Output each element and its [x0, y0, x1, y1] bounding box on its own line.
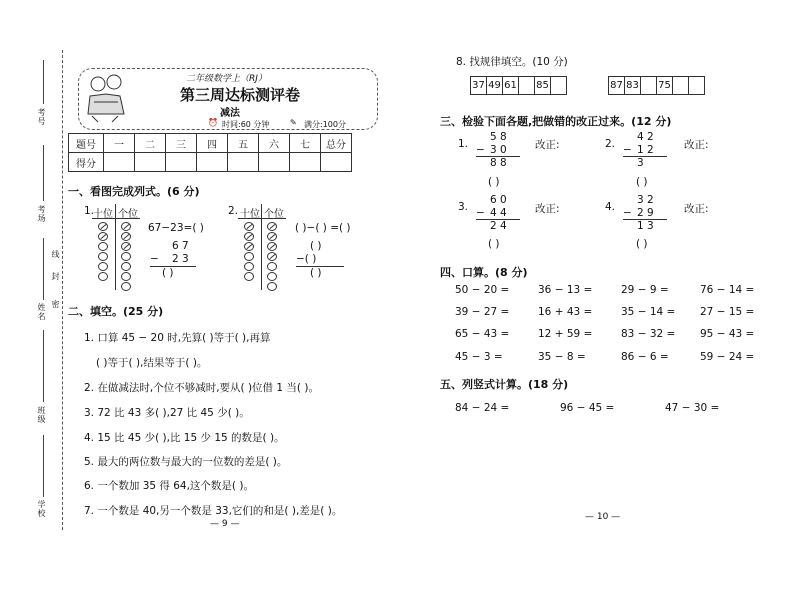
section3-heading: 三、检验下面各题,把做错的改正过来。(12 分): [440, 115, 672, 128]
abacus-bead: [98, 272, 108, 281]
minus-sign: −: [476, 207, 485, 219]
minus-sign: −: [150, 253, 159, 265]
seq-cell[interactable]: [551, 77, 567, 95]
oral-calc-item: 16 + 43 =: [538, 306, 593, 318]
label-kaohao: 考号: [37, 108, 46, 126]
abacus-bead: [98, 242, 108, 251]
seq-cell: 49: [487, 77, 503, 95]
check-sub: 2 9: [637, 207, 654, 219]
abacus-bead: [244, 222, 254, 231]
score-header-cell: 总分: [321, 134, 352, 153]
problem-number: 1.: [84, 205, 95, 217]
check-sub: 1 2: [637, 144, 654, 156]
oral-calc-item: 83 − 32 =: [621, 328, 676, 340]
answer-blank[interactable]: ( ): [162, 267, 174, 279]
tens-label: 十位: [240, 209, 260, 220]
abacus-divider: [115, 204, 116, 290]
abacus-bead: [244, 272, 254, 281]
divider: [43, 238, 44, 300]
label-kaochang: 考场: [37, 205, 46, 223]
abacus-bead: [267, 282, 277, 291]
check-sub: 4 4: [490, 207, 507, 219]
score-header-cell: 五: [228, 134, 259, 153]
abacus-bead: [267, 262, 277, 271]
seq-cell: 37: [471, 77, 487, 95]
correction-label: 改正:: [684, 203, 709, 215]
label-banji: 班级: [37, 406, 46, 424]
abacus-bead: [98, 262, 108, 271]
oral-calc-item: 59 − 24 =: [700, 351, 755, 363]
seq-cell[interactable]: [641, 77, 657, 95]
abacus-bead: [244, 262, 254, 271]
score-cell[interactable]: [135, 153, 166, 172]
abacus-bead: [98, 232, 108, 241]
score-table: [68, 133, 352, 172]
score-cell[interactable]: [228, 153, 259, 172]
abacus-bead: [267, 272, 277, 281]
oral-calc-item: 65 − 43 =: [455, 328, 510, 340]
question-1b: ( )等于( ),结果等于( )。: [96, 357, 208, 369]
abacus-bead: [267, 232, 277, 241]
question-8: 8. 找规律填空。(10 分): [456, 56, 568, 68]
item-number: 2.: [605, 138, 616, 150]
abacus-bead: [244, 242, 254, 251]
children-reading-illustration: [84, 72, 130, 124]
pencil-icon: ✎: [290, 118, 297, 127]
oral-calc-item: 76 − 14 =: [700, 284, 755, 296]
question-6: 6. 一个数加 35 得 64,这个数是( )。: [84, 480, 254, 492]
page-number: — 10 —: [585, 512, 621, 522]
score-header-cell: 六: [259, 134, 290, 153]
correction-label: 改正:: [684, 139, 709, 151]
time-limit: 时间:60 分钟: [222, 120, 270, 129]
oral-calc-item: 45 − 3 =: [455, 351, 503, 363]
seq-cell[interactable]: [689, 77, 705, 95]
vertical-sub: 2 3: [172, 253, 189, 265]
oral-calc-item: 27 − 15 =: [700, 306, 755, 318]
tens-label: 十位: [93, 209, 113, 220]
abacus-bead: [267, 242, 277, 251]
cut-line: [62, 50, 63, 530]
page-number: — 9 —: [210, 519, 240, 529]
check-top: 4 2: [637, 131, 654, 143]
seq-cell: 83: [625, 77, 641, 95]
check-top: 6 0: [490, 194, 507, 206]
seq-cell[interactable]: [519, 77, 535, 95]
correction-label: 改正:: [535, 139, 560, 151]
label-xingming: 姓名: [37, 303, 46, 321]
check-result: 1 3: [637, 220, 654, 232]
item-number: 4.: [605, 201, 616, 213]
question-7: 7. 一个数是 40,另一个数是 33,它们的和是( ),差是( )。: [84, 505, 343, 517]
seq-cell: 85: [535, 77, 551, 95]
oral-calc-item: 50 − 20 =: [455, 284, 510, 296]
check-result: 3: [637, 157, 644, 169]
check-top: 3 2: [637, 194, 654, 206]
minus-sign: −: [476, 144, 485, 156]
section4-heading: 四、口算。(8 分): [440, 266, 528, 279]
divider: [43, 435, 44, 497]
abacus-bead: [244, 252, 254, 261]
abacus-bead: [121, 282, 131, 291]
score-cell[interactable]: [166, 153, 197, 172]
score-header-cell: 二: [135, 134, 166, 153]
question-5: 5. 最大的两位数与最大的一位数的差是( )。: [84, 456, 288, 468]
oral-calc-item: 39 − 27 =: [455, 306, 510, 318]
score-cell[interactable]: [259, 153, 290, 172]
vertical-top-blank[interactable]: ( ): [310, 240, 322, 252]
score-header-cell: 题号: [69, 134, 104, 153]
question-1a: 1. 口算 45 − 20 时,先算( )等于( ),再算: [84, 332, 271, 344]
check-result: 8 8: [490, 157, 507, 169]
oral-calc-item: 35 − 14 =: [621, 306, 676, 318]
score-cell[interactable]: [197, 153, 228, 172]
score-cell[interactable]: [290, 153, 321, 172]
problem-number: 2.: [228, 205, 239, 217]
score-header-cell: 三: [166, 134, 197, 153]
item-number: 3.: [458, 201, 469, 213]
check-result: 2 4: [490, 220, 507, 232]
oral-calc-item: 12 + 59 =: [538, 328, 593, 340]
correction-label: 改正:: [535, 203, 560, 215]
equation-blank[interactable]: ( )−( ) =( ): [295, 222, 351, 234]
question-4: 4. 15 比 45 少( ),比 15 少 15 的数是( )。: [84, 432, 285, 444]
label-xuexiao: 学校: [37, 500, 46, 518]
judge-blank[interactable]: ( ): [636, 238, 648, 250]
divider: [43, 330, 44, 402]
seq-cell: 75: [657, 77, 673, 95]
sequence-2: [608, 76, 705, 95]
score-header-cell: 四: [197, 134, 228, 153]
score-row-label: 得分: [69, 153, 104, 172]
equation: 67−23=( ): [148, 222, 204, 234]
section5-heading: 五、列竖式计算。(18 分): [440, 378, 569, 391]
oral-calc-item: 86 − 6 =: [621, 351, 669, 363]
vertical-top: 6 7: [172, 240, 189, 252]
abacus-bead: [121, 222, 131, 231]
item-number: 1.: [458, 138, 469, 150]
label-xian: 线: [51, 250, 60, 259]
abacus-bead: [244, 232, 254, 241]
label-mi: 密: [51, 300, 60, 309]
vertical-calc-3: 47 − 30 =: [665, 402, 720, 414]
abacus-bead: [267, 252, 277, 261]
check-top: 5 8: [490, 131, 507, 143]
score-header-cell: 七: [290, 134, 321, 153]
minus-sign: −: [623, 144, 632, 156]
abacus-bead: [267, 222, 277, 231]
ones-label: 个位: [118, 209, 138, 220]
abacus-bead: [121, 252, 131, 261]
judge-blank[interactable]: ( ): [636, 176, 648, 188]
question-2: 2. 在做减法时,个位不够减时,要从( )位借 1 当( )。: [84, 382, 319, 394]
score-cell[interactable]: [321, 153, 352, 172]
section2-heading: 二、填空。(25 分): [68, 305, 164, 318]
minus-sign: −: [623, 207, 632, 219]
divider: [43, 145, 44, 201]
vertical-calc-2: 96 − 45 =: [560, 402, 615, 414]
ones-label: 个位: [264, 209, 284, 220]
clock-icon: ⏰: [208, 118, 218, 127]
vertical-sub-blank[interactable]: −( ): [296, 253, 317, 265]
sequence-1: [470, 76, 567, 95]
vertical-calc-1: 84 − 24 =: [455, 402, 510, 414]
abacus-bead: [98, 222, 108, 231]
seq-cell: 87: [609, 77, 625, 95]
abacus-divider: [261, 204, 262, 290]
page-subtitle: 减法: [220, 108, 240, 119]
full-score: 满分:100分: [304, 120, 346, 129]
abacus-bead: [121, 262, 131, 271]
score-cell[interactable]: [104, 153, 135, 172]
seq-cell: 61: [503, 77, 519, 95]
series-label: 二年级数学上（RJ）: [186, 74, 267, 84]
answer-blank[interactable]: ( ): [310, 267, 322, 279]
abacus-bead: [121, 232, 131, 241]
section1-heading: 一、看图完成列式。(6 分): [68, 185, 200, 198]
page-title: 第三周达标测评卷: [180, 86, 301, 104]
abacus-bead: [98, 252, 108, 261]
oral-calc-item: 35 − 8 =: [538, 351, 586, 363]
abacus-base: [92, 218, 140, 219]
seq-cell[interactable]: [673, 77, 689, 95]
abacus-bead: [121, 272, 131, 281]
label-feng: 封: [51, 272, 60, 281]
abacus-bead: [121, 242, 131, 251]
oral-calc-item: 95 − 43 =: [700, 328, 755, 340]
judge-blank[interactable]: ( ): [488, 176, 500, 188]
check-sub: 3 0: [490, 144, 507, 156]
divider: [43, 60, 44, 104]
oral-calc-item: 36 − 13 =: [538, 284, 593, 296]
question-3: 3. 72 比 43 多( ),27 比 45 少( )。: [84, 407, 250, 419]
oral-calc-item: 29 − 9 =: [621, 284, 669, 296]
score-header-cell: 一: [104, 134, 135, 153]
judge-blank[interactable]: ( ): [488, 238, 500, 250]
vertical-line: [623, 156, 667, 157]
abacus-base: [238, 218, 286, 219]
